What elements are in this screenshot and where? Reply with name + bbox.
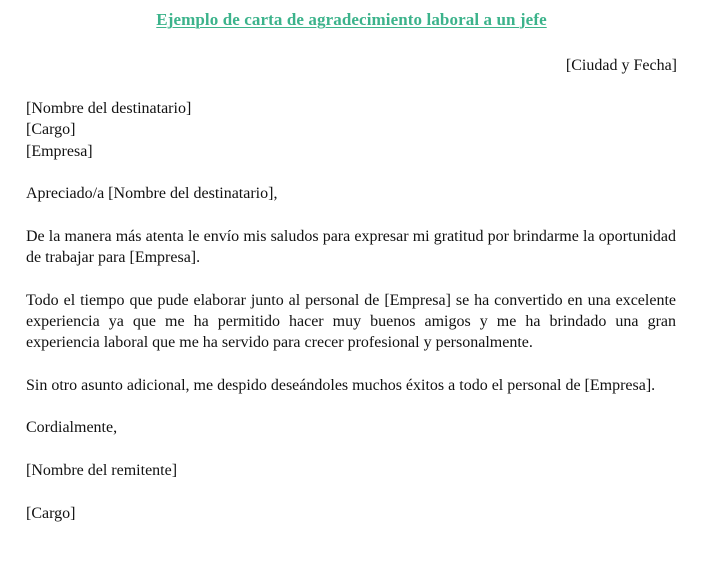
paragraph-farewell: Sin otro asunto adicional, me despido deseándoles muchos éxitos a todo el personal de [Empresa]. [26,376,656,394]
recipient-position: [Cargo] [26,121,76,139]
recipient-name: [Nombre del destinatario] [26,100,192,117]
paragraph-experience: Todo el tiempo que pude elaborar junto al personal de [Empresa] se ha convertido en una excelente experiencia ya que me ha permitido hacer muy buenos amigos y me ha brindado una gran experiencia laboral que me ha servido para crecer profesional y personalmente. [26,291,676,352]
spacer [26,204,676,225]
letter-body [26,98,676,524]
spacer [26,268,676,289]
spacer [26,354,676,375]
closing: Cordialmente, [26,419,118,437]
letter-title: Ejemplo de carta de agradecimiento laboral a un jefe [156,10,547,29]
recipient-company: [Empresa] [26,142,93,160]
spacer [26,481,676,502]
spacer [26,439,676,460]
sender-name: [Nombre del remitente] [26,462,178,480]
paragraph-gratitude: De la manera más atenta le envío mis saludos para expresar mi gratitud por brindarme la oportunidad de trabajar para [Empresa]. [26,227,676,267]
spacer [26,162,676,183]
sender-position: [Cargo] [26,504,76,522]
spacer [26,396,676,417]
city-date-line: [Ciudad y Fecha] [565,57,677,74]
greeting: Apreciado/a [Nombre del destinatario], [26,185,278,203]
